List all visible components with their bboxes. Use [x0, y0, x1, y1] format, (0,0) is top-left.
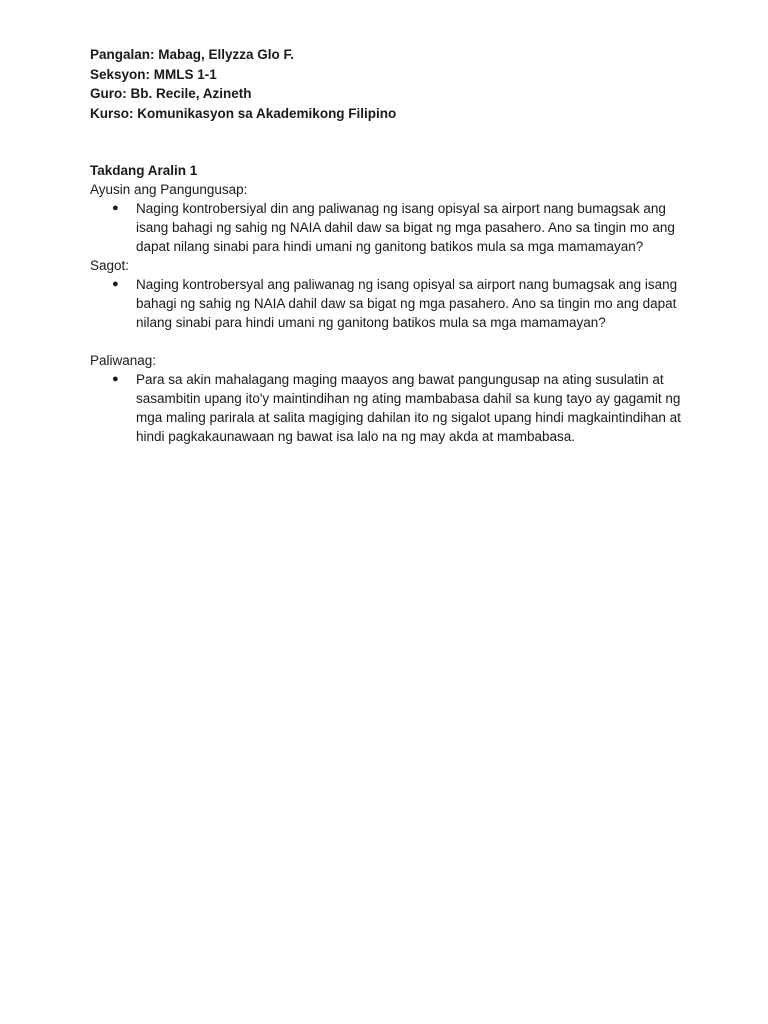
- bullet-icon: ●: [112, 202, 119, 214]
- question-item: [90, 199, 696, 256]
- explanation-item: [90, 370, 696, 446]
- instruction-label: Ayusin ang Pangungusap:: [90, 182, 248, 197]
- student-name-line: Pangalan: Mabag, Ellyzza Glo F.: [90, 47, 295, 62]
- teacher-line: Guro: Bb. Recile, Azineth: [90, 86, 252, 101]
- explanation-list: [90, 370, 690, 446]
- document-page: [90, 45, 690, 446]
- answer-label: Sagot:: [90, 258, 130, 273]
- explanation-text: Para sa akin mahalagang maging maayos ang bawat pangungusap na ating susulatin at sasambitin upang ito'y maintindihan ng ating mambabasa dahil sa kung tayo ay gagamit ng mga maling parirala at salita magiging dahilan ito ng sigalot upang hindi magkaintindihan at hindi pagkakaunawaan ng bawat isa lalo na ng may akda at mambabasa.: [136, 372, 681, 444]
- question-list: [90, 199, 690, 256]
- answer-list: [90, 275, 690, 332]
- assignment-title: Takdang Aralin 1: [90, 163, 198, 178]
- explanation-label: Paliwanag:: [90, 353, 157, 368]
- answer-item: [90, 275, 696, 332]
- question-text: Naging kontrobersiyal din ang paliwanag ng isang opisyal sa airport nang bumagsak ang isang bahagi ng sahig ng NAIA dahil daw sa bigat ng mga pasahero. Ano sa tingin mo ang dapat nilang sinabi para hindi umani ng ganitong batikos mula sa mga mamamayan?: [136, 201, 675, 254]
- bullet-icon: ●: [112, 278, 119, 290]
- section-line: Seksyon: MMLS 1-1: [90, 66, 217, 82]
- course-line: Kurso: Komunikasyon sa Akademikong Filipino: [90, 105, 397, 121]
- answer-text: Naging kontrobersyal ang paliwanag ng isang opisyal sa airport nang bumagsak ang isang bahagi ng sahig ng NAIA dahil daw sa bigat ng mga pasahero. Ano sa tingin mo ang dapat nilang sinabi para hindi umani ng ganitong batikos mula sa mga mamamayan?: [136, 277, 678, 330]
- bullet-icon: ●: [112, 373, 119, 385]
